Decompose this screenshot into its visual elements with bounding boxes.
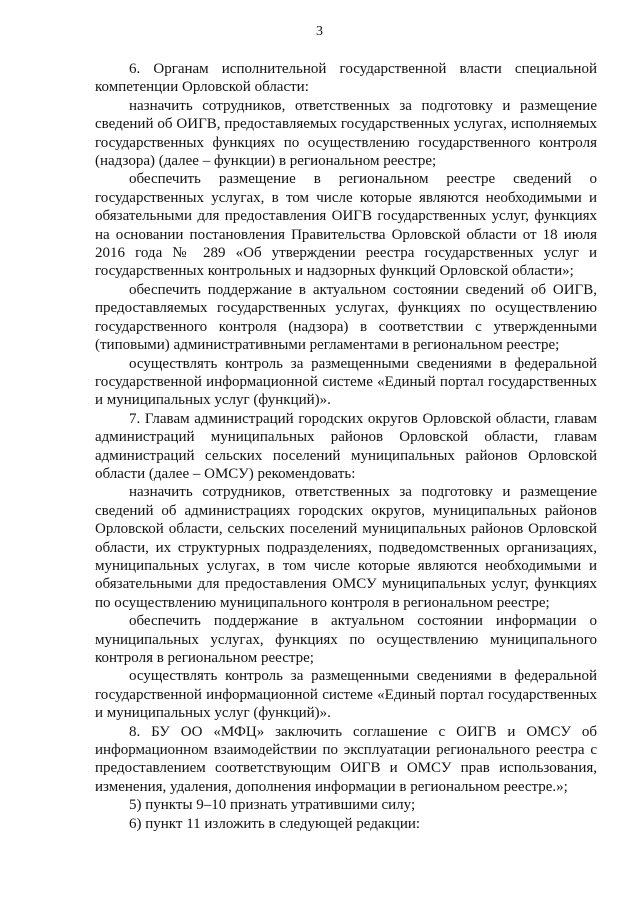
paragraph-7-item-1: назначить сотрудников, ответственных за подготовку и размещение сведений об администрациях городских округов, муниципальных районов Орловской области, сельских поселений муниципальных районов Орловской области, их структурных подразделениях, подведомственных организациях, муниципальных услугах, в том числе которые являются необходимыми и обязательными для предоставления ОМСУ муниципальных услуг, функциях по осуществлению муниципального контроля в региональном реестре; bbox=[95, 484, 597, 611]
paragraph-6-item-3: обеспечить поддержание в актуальном состоянии сведений об ОИГВ, предоставляемых государственных услугах, функциях по осуществлению государственного контроля (надзора) в соответствии с утвержденными (типовыми) административными регламентами в региональном реестре; bbox=[95, 281, 597, 354]
paragraph-7-heading: 7. Главам администраций городских округов Орловской области, главам администраций муниципальных районов Орловской области, главам администраций сельских поселений муниципальных районов Орловской области (далее – ОМСУ) рекомендовать: bbox=[95, 410, 597, 482]
paragraph-6-heading: 6. Органам исполнительной государственной власти специальной компетенции Орловской области: bbox=[95, 61, 597, 96]
list-item-6: 6) пункт 11 изложить в следующей редакции: bbox=[129, 815, 421, 832]
paragraph-6-item-4: осуществлять контроль за размещенными сведениями в федеральной государственной информационной системе «Единый портал государственных и муниципальных услуг (функций)». bbox=[95, 355, 597, 409]
paragraph-8: 8. БУ ОО «МФЦ» заключить соглашение с ОИГВ и ОМСУ об информационном взаимодействии по эксплуатации регионального реестра с предоставлением соответствующим ОИГВ и ОМСУ прав использования, изменения, удаления, дополнения информации в региональном реестре.»; bbox=[95, 723, 597, 795]
paragraph-6-item-2: обеспечить размещение в региональном реестре сведений о государственных услугах, в том числе которые являются необходимыми и обязательными для предоставления ОИГВ государственных услуг, функциях на основании постановления Правительства Орловской области от 18 июля 2016 года № 289 «Об утверждении реестра государственных услуг и государственных контрольных и надзорных функций Орловской области»; bbox=[95, 171, 597, 280]
page-number: 3 bbox=[316, 24, 323, 39]
paragraph-7-item-3: осуществлять контроль за размещенными сведениями в федеральной государственной информационной системе «Единый портал государственных и муниципальных услуг (функций)». bbox=[95, 668, 597, 722]
paragraph-6-item-1: назначить сотрудников, ответственных за подготовку и размещение сведений об ОИГВ, предоставляемых государственных услугах, исполняемых государственных функциях по осуществлению государственного контроля (надзора) (далее – функции) в региональном реестре; bbox=[95, 97, 597, 170]
paragraph-7-item-2: обеспечить поддержание в актуальном состоянии информации о муниципальных услугах, функциях по осуществлению муниципального контроля в региональном реестре; bbox=[95, 613, 597, 666]
document-body bbox=[95, 60, 597, 833]
list-item-5: 5) пункты 9–10 признать утратившими силу; bbox=[129, 797, 416, 814]
